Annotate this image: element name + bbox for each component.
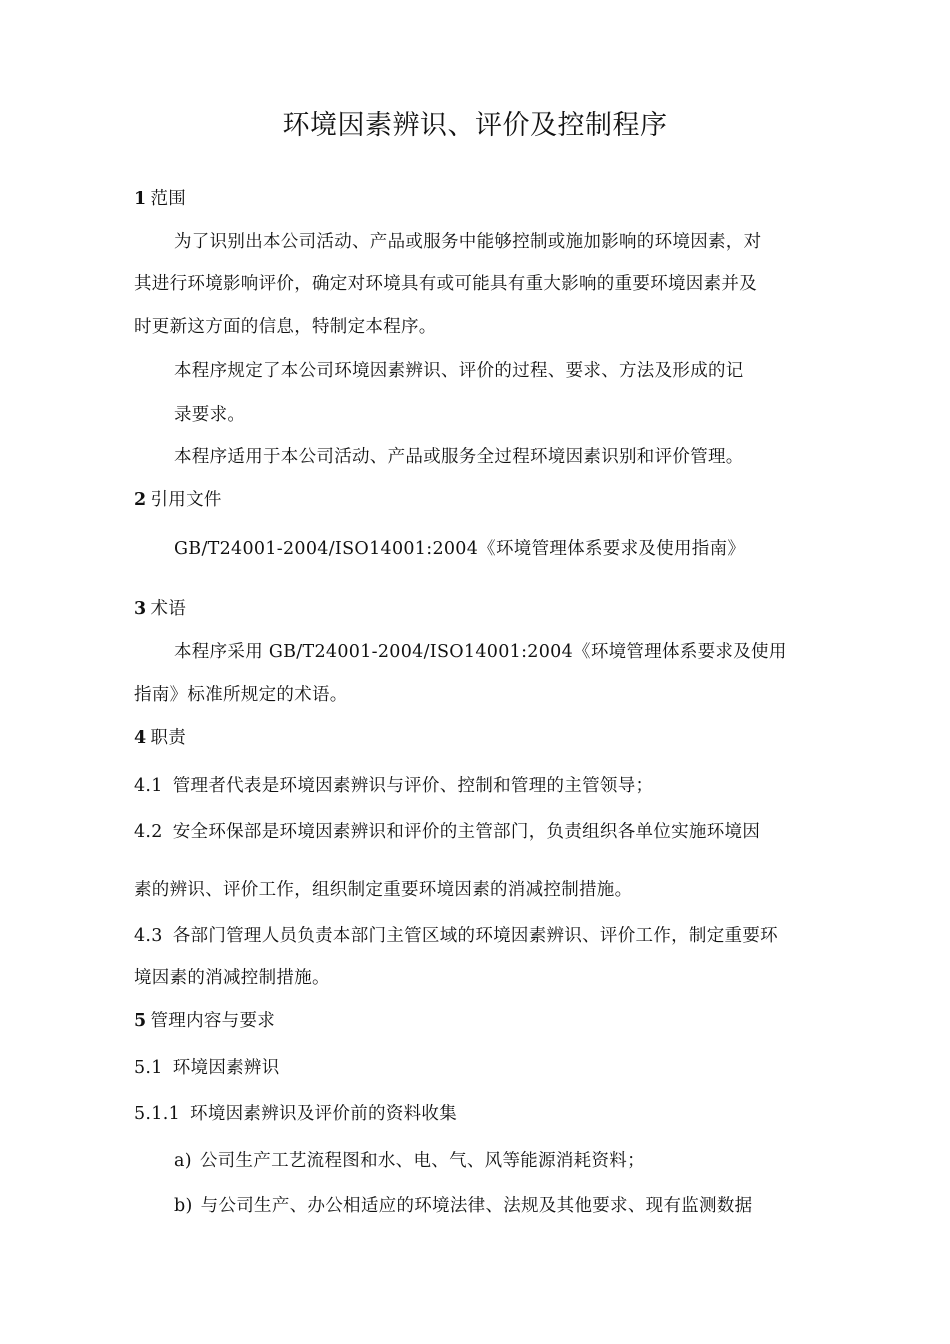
subsection-title: 环境因素辨识及评价前的资料收集 bbox=[190, 1104, 458, 1124]
paragraph-line: 录要求。 bbox=[174, 405, 246, 425]
subsection-title: 环境因素辨识 bbox=[172, 1058, 280, 1078]
paragraph-line: 本程序采用 GB/T24001-2004/ISO14001:2004《环境管理体系要求及使用 bbox=[174, 642, 787, 662]
section-title: 管理内容与要求 bbox=[150, 1011, 276, 1031]
document-title: 环境因素辨识、评价及控制程序 bbox=[282, 110, 668, 141]
section-title: 术语 bbox=[150, 599, 187, 619]
item-text: 与公司生产、办公相适应的环境法律、法规及其他要求、现有监测数据 bbox=[200, 1196, 753, 1216]
list-item bbox=[134, 820, 760, 844]
item-text: 各部门管理人员负责本部门主管区域的环境因素辨识、评价工作，制定重要环 bbox=[172, 926, 778, 946]
list-item bbox=[134, 774, 653, 798]
section-title: 范围 bbox=[150, 189, 187, 209]
list-item bbox=[174, 1194, 752, 1218]
paragraph-line: 其进行环境影响评价，确定对环境具有或可能具有重大影响的重要环境因素并及 bbox=[134, 274, 757, 294]
item-text: 管理者代表是环境因素辨识与评价、控制和管理的主管领导； bbox=[172, 776, 654, 796]
paragraph-line: 本程序规定了本公司环境因素辨识、评价的过程、要求、方法及形成的记 bbox=[174, 361, 744, 381]
item-text: 公司生产工艺流程图和水、电、气、风等能源消耗资料； bbox=[199, 1151, 645, 1171]
section-2-heading bbox=[134, 488, 222, 512]
paragraph-line: 境因素的消减控制措施。 bbox=[134, 968, 330, 988]
section-title: 引用文件 bbox=[150, 490, 222, 510]
item-text: 安全环保部是环境因素辨识和评价的主管部门，负责组织各单位实施环境因 bbox=[172, 822, 761, 842]
list-item bbox=[134, 924, 778, 948]
paragraph-line: 为了识别出本公司活动、产品或服务中能够控制或施加影响的环境因素，对 bbox=[174, 232, 762, 252]
section-title: 职责 bbox=[150, 728, 187, 748]
section-1-heading bbox=[134, 187, 186, 211]
item-label: a) bbox=[174, 1151, 192, 1171]
section-3-heading bbox=[134, 597, 186, 621]
subsection-heading bbox=[134, 1102, 457, 1126]
paragraph-line: 时更新这方面的信息，特制定本程序。 bbox=[134, 317, 437, 337]
item-label: b) bbox=[174, 1196, 193, 1216]
item-number: 4.2 bbox=[134, 822, 163, 842]
subsection-number: 5.1.1 bbox=[134, 1104, 181, 1124]
paragraph-line: 本程序适用于本公司活动、产品或服务全过程环境因素识别和评价管理。 bbox=[174, 447, 744, 467]
subsection-number: 5.1 bbox=[134, 1058, 163, 1078]
section-number: 1 bbox=[134, 189, 147, 209]
section-4-heading bbox=[134, 726, 186, 750]
section-5-heading bbox=[134, 1009, 275, 1033]
section-number: 3 bbox=[134, 599, 147, 619]
section-number: 4 bbox=[134, 728, 147, 748]
paragraph-line: 指南》标准所规定的术语。 bbox=[134, 685, 348, 705]
section-number: 5 bbox=[134, 1011, 147, 1031]
item-number: 4.1 bbox=[134, 776, 163, 796]
subsection-heading bbox=[134, 1056, 280, 1080]
paragraph-line: 素的辨识、评价工作，组织制定重要环境因素的消减控制措施。 bbox=[134, 880, 633, 900]
section-number: 2 bbox=[134, 490, 147, 510]
reference-document: GB/T24001-2004/ISO14001:2004《环境管理体系要求及使用指南》 bbox=[174, 539, 746, 559]
list-item bbox=[174, 1149, 645, 1173]
item-number: 4.3 bbox=[134, 926, 163, 946]
